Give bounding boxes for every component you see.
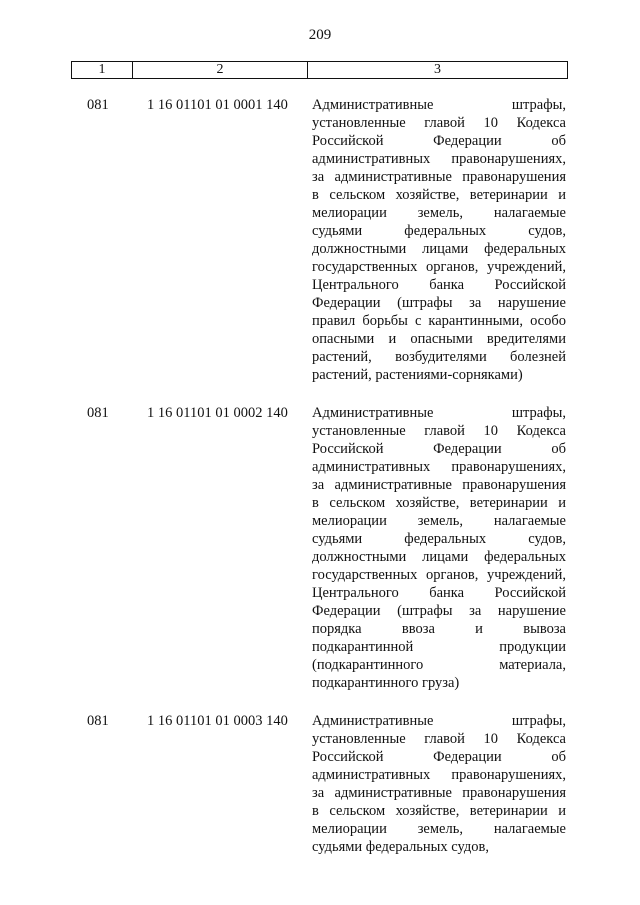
description-line: опасными и опасными вредителями bbox=[312, 331, 566, 347]
description-line: административных правонарушениях, bbox=[312, 151, 566, 167]
description-line: правил борьбы с карантинными, особо bbox=[312, 313, 566, 329]
description-line: Федерации (штрафы за нарушение bbox=[312, 603, 566, 619]
table-row bbox=[0, 712, 640, 856]
description-line: в сельском хозяйстве, ветеринарии и bbox=[312, 803, 566, 819]
description-line: в сельском хозяйстве, ветеринарии и bbox=[312, 187, 566, 203]
description-line: мелиорации земель, налагаемые bbox=[312, 513, 566, 529]
description-line: судьями федеральных судов, bbox=[312, 531, 566, 547]
description-line: Российской Федерации об bbox=[312, 441, 566, 457]
table-row bbox=[0, 96, 640, 384]
description-line: за административные правонарушения bbox=[312, 477, 566, 493]
description-line: установленные главой 10 Кодекса bbox=[312, 423, 566, 439]
description-line: государственных органов, учреждений, bbox=[312, 567, 566, 583]
income-description bbox=[312, 712, 566, 856]
description-line: подкарантинной продукции bbox=[312, 639, 566, 655]
description-line: Российской Федерации об bbox=[312, 133, 566, 149]
column-header-1: 1 bbox=[72, 62, 133, 79]
description-line: порядка ввоза и вывоза bbox=[312, 621, 566, 637]
description-line: Административные штрафы, bbox=[312, 405, 566, 421]
description-line: растений, растениями-сорняками) bbox=[312, 367, 523, 383]
description-line: судьями федеральных судов, bbox=[312, 839, 489, 855]
description-line: Российской Федерации об bbox=[312, 749, 566, 765]
page-number: 209 bbox=[308, 27, 332, 43]
description-line: административных правонарушениях, bbox=[312, 459, 566, 475]
description-line: установленные главой 10 Кодекса bbox=[312, 731, 566, 747]
description-line: Центрального банка Российской bbox=[312, 585, 566, 601]
column-header-3: 3 bbox=[308, 62, 568, 79]
income-description bbox=[312, 404, 566, 692]
description-line: Административные штрафы, bbox=[312, 97, 566, 113]
budget-classification-code: 1 16 01101 01 0003 140 bbox=[147, 713, 288, 729]
description-line: растений, возбудителями болезней bbox=[312, 349, 566, 365]
table-body bbox=[0, 96, 640, 856]
admin-code: 081 bbox=[87, 97, 109, 113]
description-line: должностными лицами федеральных bbox=[312, 241, 566, 257]
description-line: в сельском хозяйстве, ветеринарии и bbox=[312, 495, 566, 511]
budget-classification-code: 1 16 01101 01 0002 140 bbox=[147, 405, 288, 421]
income-description bbox=[312, 96, 566, 384]
column-header-2: 2 bbox=[133, 62, 308, 79]
description-line: мелиорации земель, налагаемые bbox=[312, 205, 566, 221]
admin-code: 081 bbox=[87, 713, 109, 729]
budget-classification-code: 1 16 01101 01 0001 140 bbox=[147, 97, 288, 113]
description-line: Административные штрафы, bbox=[312, 713, 566, 729]
admin-code: 081 bbox=[87, 405, 109, 421]
description-line: Федерации (штрафы за нарушение bbox=[312, 295, 566, 311]
column-header-table bbox=[71, 61, 568, 79]
description-line: Центрального банка Российской bbox=[312, 277, 566, 293]
description-line: мелиорации земель, налагаемые bbox=[312, 821, 566, 837]
description-line: административных правонарушениях, bbox=[312, 767, 566, 783]
description-line: (подкарантинного материала, bbox=[312, 657, 566, 673]
description-line: установленные главой 10 Кодекса bbox=[312, 115, 566, 131]
description-line: государственных органов, учреждений, bbox=[312, 259, 566, 275]
description-line: судьями федеральных судов, bbox=[312, 223, 566, 239]
description-line: должностными лицами федеральных bbox=[312, 549, 566, 565]
description-line: за административные правонарушения bbox=[312, 169, 566, 185]
description-line: за административные правонарушения bbox=[312, 785, 566, 801]
description-line: подкарантинного груза) bbox=[312, 675, 460, 691]
table-row bbox=[0, 404, 640, 692]
